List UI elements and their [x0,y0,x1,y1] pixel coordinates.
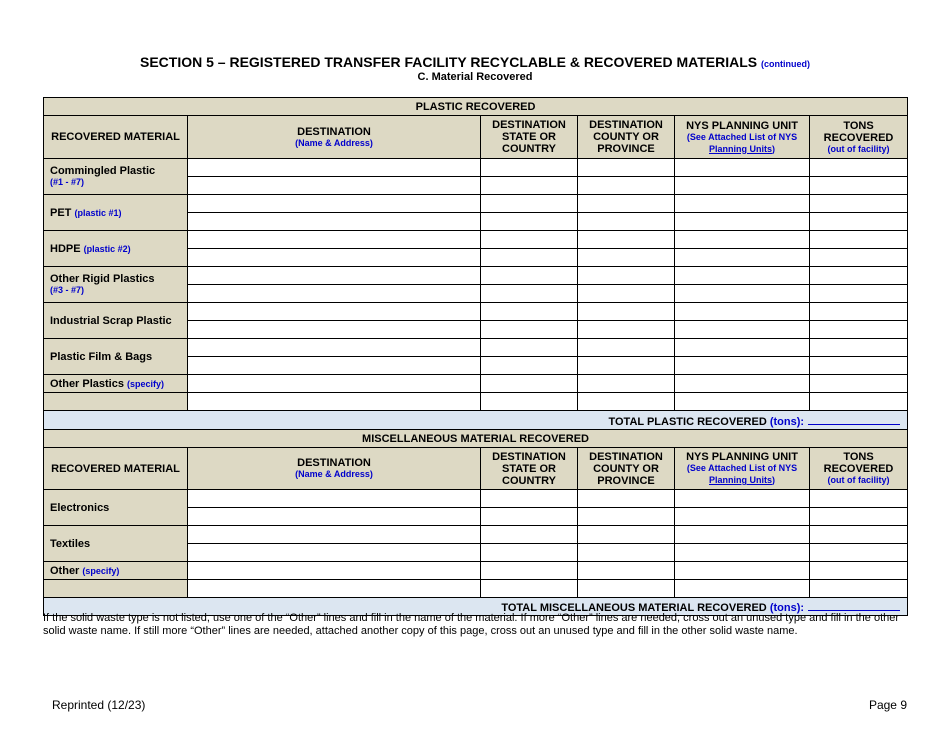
misc-column-headers [44,448,908,490]
input-destination[interactable] [188,526,481,544]
input-tons[interactable] [810,321,908,339]
input-tons[interactable] [810,580,908,598]
input-nys-unit[interactable] [675,357,810,375]
section-subtitle: C. Material Recovered [417,71,533,83]
input-state[interactable] [481,562,578,580]
input-other-material-name[interactable] [44,580,188,598]
input-tons[interactable] [810,526,908,544]
input-state[interactable] [481,249,578,267]
input-tons[interactable] [810,393,908,411]
input-destination[interactable] [188,562,481,580]
col-destination-county: DESTINATION COUNTY OR PROVINCE [578,448,675,490]
col-destination-county: DESTINATION COUNTY OR PROVINCE [578,116,675,159]
input-tons[interactable] [810,213,908,231]
input-county[interactable] [578,562,675,580]
input-nys-unit[interactable] [675,526,810,544]
input-tons[interactable] [810,177,908,195]
page-number: Page 9 [868,698,907,712]
col-destination-state: DESTINATION STATE OR COUNTRY [481,116,578,159]
input-county[interactable] [578,267,675,285]
material-plastic-film-bags: Plastic Film & Bags [44,339,188,375]
material-pet: PET (plastic #1) [44,195,188,231]
input-state[interactable] [481,285,578,303]
input-state[interactable] [481,321,578,339]
input-tons[interactable] [810,544,908,562]
input-county[interactable] [578,339,675,357]
input-county[interactable] [578,321,675,339]
total-misc-row: TOTAL MISCELLANEOUS MATERIAL RECOVERED (tons): [44,598,908,616]
input-destination[interactable] [188,285,481,303]
col-tons-recovered: TONS RECOVERED (out of facility) [810,448,908,490]
input-destination[interactable] [188,177,481,195]
total-misc-tons-field[interactable] [808,599,900,611]
input-tons[interactable] [810,267,908,285]
material-commingled-plastic: Commingled Plastic (#1 - #7) [44,159,188,195]
plastic-section-heading: PLASTIC RECOVERED [44,98,908,116]
input-nys-unit[interactable] [675,249,810,267]
reprinted-date: Reprinted (12/23) [52,698,146,712]
input-state[interactable] [481,357,578,375]
planning-units-link[interactable]: Planning Units [709,143,772,154]
col-destination: DESTINATION (Name & Address) [188,116,481,159]
input-county[interactable] [578,177,675,195]
input-state[interactable] [481,213,578,231]
input-destination[interactable] [188,357,481,375]
input-county[interactable] [578,357,675,375]
material-textiles: Textiles [44,526,188,562]
input-destination[interactable] [188,544,481,562]
col-recovered-material: RECOVERED MATERIAL [44,116,188,159]
input-nys-unit[interactable] [675,375,810,393]
input-destination[interactable] [188,321,481,339]
input-state[interactable] [481,303,578,321]
input-county[interactable] [578,285,675,303]
input-state[interactable] [481,195,578,213]
input-county[interactable] [578,213,675,231]
input-destination[interactable] [188,303,481,321]
input-destination[interactable] [188,249,481,267]
section-title: SECTION 5 – REGISTERED TRANSFER FACILITY RECYCLABLE & RECOVERED MATERIALS (continued) [140,54,810,70]
input-nys-unit[interactable] [675,303,810,321]
input-state[interactable] [481,267,578,285]
input-tons[interactable] [810,375,908,393]
input-destination[interactable] [188,231,481,249]
input-nys-unit[interactable] [675,267,810,285]
material-other-plastics: Other Plastics (specify) [44,375,188,393]
input-nys-unit[interactable] [675,580,810,598]
material-other: Other (specify) [44,562,188,580]
material-hdpe: HDPE (plastic #2) [44,231,188,267]
input-county[interactable] [578,231,675,249]
input-destination[interactable] [188,490,481,508]
total-plastic-tons-field[interactable] [808,413,900,425]
plastic-column-headers [44,116,908,159]
input-destination[interactable] [188,393,481,411]
input-tons[interactable] [810,249,908,267]
input-nys-unit[interactable] [675,490,810,508]
input-nys-unit[interactable] [675,544,810,562]
input-county[interactable] [578,544,675,562]
misc-section-heading: MISCELLANEOUS MATERIAL RECOVERED [44,430,908,448]
input-state[interactable] [481,393,578,411]
col-tons-recovered: TONS RECOVERED (out of facility) [810,116,908,159]
input-nys-unit[interactable] [675,508,810,526]
input-tons[interactable] [810,490,908,508]
input-state[interactable] [481,544,578,562]
input-nys-unit[interactable] [675,231,810,249]
input-tons[interactable] [810,339,908,357]
col-destination-state: DESTINATION STATE OR COUNTRY [481,448,578,490]
input-county[interactable] [578,249,675,267]
input-county[interactable] [578,508,675,526]
input-county[interactable] [578,159,675,177]
input-tons[interactable] [810,159,908,177]
input-destination[interactable] [188,213,481,231]
input-destination[interactable] [188,195,481,213]
input-destination[interactable] [188,375,481,393]
col-nys-planning-unit: NYS PLANNING UNIT (See Attached List of NYS Planning Units) [675,116,810,159]
input-tons[interactable] [810,195,908,213]
input-state[interactable] [481,580,578,598]
input-county[interactable] [578,303,675,321]
input-nys-unit[interactable] [675,177,810,195]
material-recovered-table [43,97,908,616]
input-state[interactable] [481,490,578,508]
input-destination[interactable] [188,159,481,177]
input-tons[interactable] [810,285,908,303]
input-destination[interactable] [188,267,481,285]
input-nys-unit[interactable] [675,213,810,231]
input-state[interactable] [481,159,578,177]
input-state[interactable] [481,339,578,357]
continued-note: (continued) [760,59,810,69]
input-county[interactable] [578,393,675,411]
input-tons[interactable] [810,508,908,526]
input-tons[interactable] [810,231,908,249]
material-industrial-scrap-plastic: Industrial Scrap Plastic [44,303,188,339]
input-state[interactable] [481,526,578,544]
input-county[interactable] [578,490,675,508]
input-nys-unit[interactable] [675,562,810,580]
input-state[interactable] [481,508,578,526]
input-nys-unit[interactable] [675,393,810,411]
col-nys-planning-unit: NYS PLANNING UNIT (See Attached List of NYS Planning Units) [675,448,810,490]
input-nys-unit[interactable] [675,339,810,357]
material-electronics: Electronics [44,490,188,526]
col-destination: DESTINATION (Name & Address) [188,448,481,490]
input-destination[interactable] [188,580,481,598]
input-other-plastic-name[interactable] [44,393,188,411]
planning-units-link[interactable]: Planning Units [709,475,772,485]
input-county[interactable] [578,526,675,544]
input-state[interactable] [481,231,578,249]
input-state[interactable] [481,177,578,195]
total-plastic-row: TOTAL PLASTIC RECOVERED (tons): [44,411,908,430]
input-tons[interactable] [810,303,908,321]
input-county[interactable] [578,195,675,213]
input-state[interactable] [481,375,578,393]
input-nys-unit[interactable] [675,285,810,303]
input-county[interactable] [578,580,675,598]
input-destination[interactable] [188,339,481,357]
footnote: If the solid waste type is not listed, use one of the “Other” lines and fill in the name of the material. If more “Other” lines are needed, cross out an unused type and fill in the other solid waste name. If still more “Other” lines are needed, attached another copy of this page, cross out an unused type and fill in the other solid waste name. [43,612,900,637]
material-other-rigid-plastics: Other Rigid Plastics (#3 - #7) [44,267,188,303]
col-recovered-material: RECOVERED MATERIAL [44,448,188,490]
input-tons[interactable] [810,357,908,375]
input-nys-unit[interactable] [675,159,810,177]
input-nys-unit[interactable] [675,321,810,339]
input-tons[interactable] [810,562,908,580]
input-destination[interactable] [188,508,481,526]
input-county[interactable] [578,375,675,393]
input-nys-unit[interactable] [675,195,810,213]
